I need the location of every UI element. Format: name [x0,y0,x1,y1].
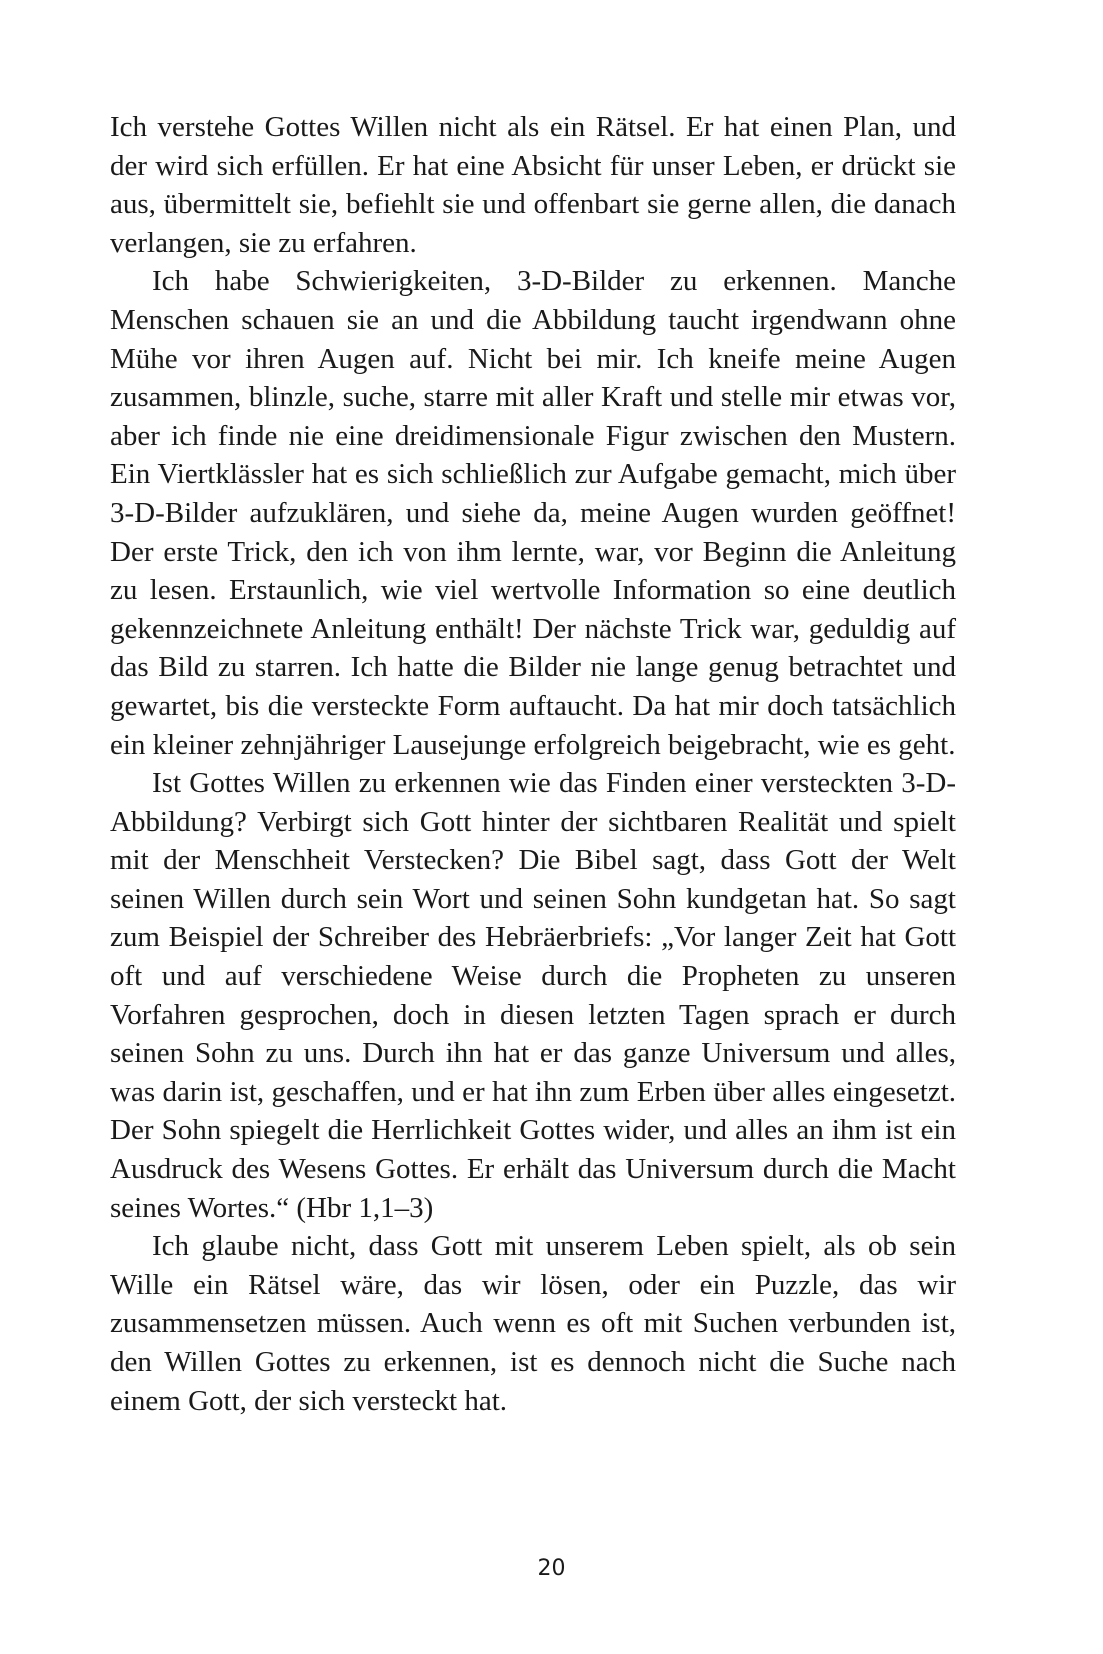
body-text [110,108,956,1420]
paragraph-3: Ist Gottes Willen zu erkennen wie das Finden einer versteckten 3-D-Abbildung? Verbirgt sich Gott hinter der sichtbaren Realität und spielt mit der Menschheit Verstecken? Die Bibel sagt, dass Gott der Welt seinen Willen durch sein Wort und seinen Sohn kundgetan hat. So sagt zum Beispiel der Schreiber des Hebräerbriefs: „Vor langer Zeit hat Gott oft und auf verschiedene Weise durch die Propheten zu unseren Vorfahren gesprochen, doch in diesen letzten Tagen sprach er durch seinen Sohn zu uns. Durch ihn hat er das ganze Universum und alles, was darin ist, geschaffen, und er hat ihn zum Erben über alles eingesetzt. Der Sohn spiegelt die Herrlichkeit Gottes wider, und alles an ihm ist ein Ausdruck des Wesens Gottes. Er erhält das Universum durch die Macht seines Wortes.“ (Hbr 1,1–3) [110,767,956,1224]
paragraph-4: Ich glaube nicht, dass Gott mit unserem Leben spielt, als ob sein Wille ein Rätsel wäre, das wir lösen, oder ein Puzzle, das wir zusammensetzen müssen. Auch wenn es oft mit Suchen verbunden ist, den Willen Gottes zu erkennen, ist es dennoch nicht die Suche nach einem Gott, der sich versteckt hat. [110,1230,956,1417]
paragraph-1: Ich verstehe Gottes Willen nicht als ein Rätsel. Er hat einen Plan, und der wird sich erfüllen. Er hat eine Absicht für unser Leben, er drückt sie aus, übermittelt sie, befiehlt sie und offenbart sie gerne allen, die danach verlangen, sie zu erfahren. [110,111,956,259]
paragraph-2: Ich habe Schwierigkeiten, 3-D-Bilder zu erkennen. Manche Menschen schauen sie an und die Abbildung taucht irgendwann ohne Mühe vor ihren Augen auf. Nicht bei mir. Ich kneife meine Augen zusammen, blinzle, suche, starre mit aller Kraft und stelle mir etwas vor, aber ich finde nie eine dreidimensionale Figur zwischen den Mustern. Ein Viertklässler hat es sich schließlich zur Aufgabe gemacht, mich über 3-D-Bilder aufzuklären, und siehe da, meine Augen wurden geöffnet! Der erste Trick, den ich von ihm lernte, war, vor Beginn die Anleitung zu lesen. Erstaunlich, wie viel wertvolle Information so eine deutlich gekennzeichnete Anleitung enthält! Der nächste Trick war, geduldig auf das Bild zu starren. Ich hatte die Bilder nie lange genug betrachtet und gewartet, bis die versteckte Form auftaucht. Da hat mir doch tatsächlich ein kleiner zehnjähriger Lausejunge erfolgreich beigebracht, wie es geht. [110,265,956,761]
page-number: 20 [537,1556,566,1581]
